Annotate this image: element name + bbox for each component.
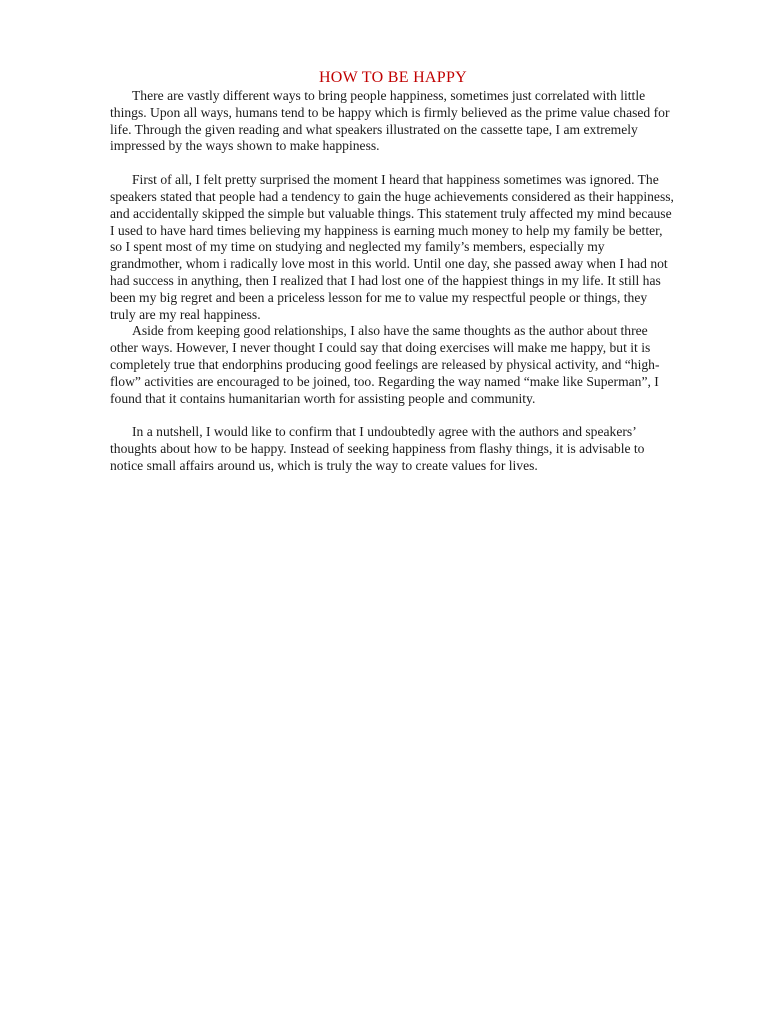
paragraph-spacer [110, 407, 676, 424]
paragraph-second-point: Aside from keeping good relationships, I also have the same thoughts as the author about three other ways. However, I never thought I could say that doing exercises will make me happy, but it is completely true that endorphins producing good feelings are released by physical activity, and “high-flow” activities are encouraged to be joined, too. Regarding the way named “make like Superman”, I found that it contains humanitarian worth for assisting people and community. [110, 323, 660, 406]
paragraph-conclusion: In a nutshell, I would like to confirm that I undoubtedly agree with the authors and speakers’ thoughts about how to be happy. Instead of seeking happiness from flashy things, it is advisable to notice small affairs around us, which is truly the way to create values for lives. [110, 424, 645, 473]
paragraph-first-point: First of all, I felt pretty surprised the moment I heard that happiness sometimes was ignored. The speakers stated that people had a tendency to gain the huge achievements considered as their happiness, and accidentally skipped the simple but valuable things. This statement truly affected my mind because I used to have hard times believing my happiness is earning much money to help my family be better, so I spent most of my time on studying and neglected my family’s members, especially my grandmother, whom i radically love most in this world. Until one day, she passed away when I had not had success in anything, then I realized that I had lost one of the happiest things in my life. It still has been my big regret and been a priceless lesson for me to value my respectful people or things, they truly are my real happiness. [110, 172, 674, 322]
paragraph-intro: There are vastly different ways to bring people happiness, sometimes just correlated with little things. Upon all ways, humans tend to be happy which is firmly believed as the prime value chased for life. Through the given reading and what speakers illustrated on the cassette tape, I am extremely impressed by the ways shown to make happiness. [110, 88, 670, 154]
document-title: HOW TO BE HAPPY [318, 69, 468, 86]
paragraph-spacer [110, 155, 676, 172]
document-body [110, 68, 676, 475]
